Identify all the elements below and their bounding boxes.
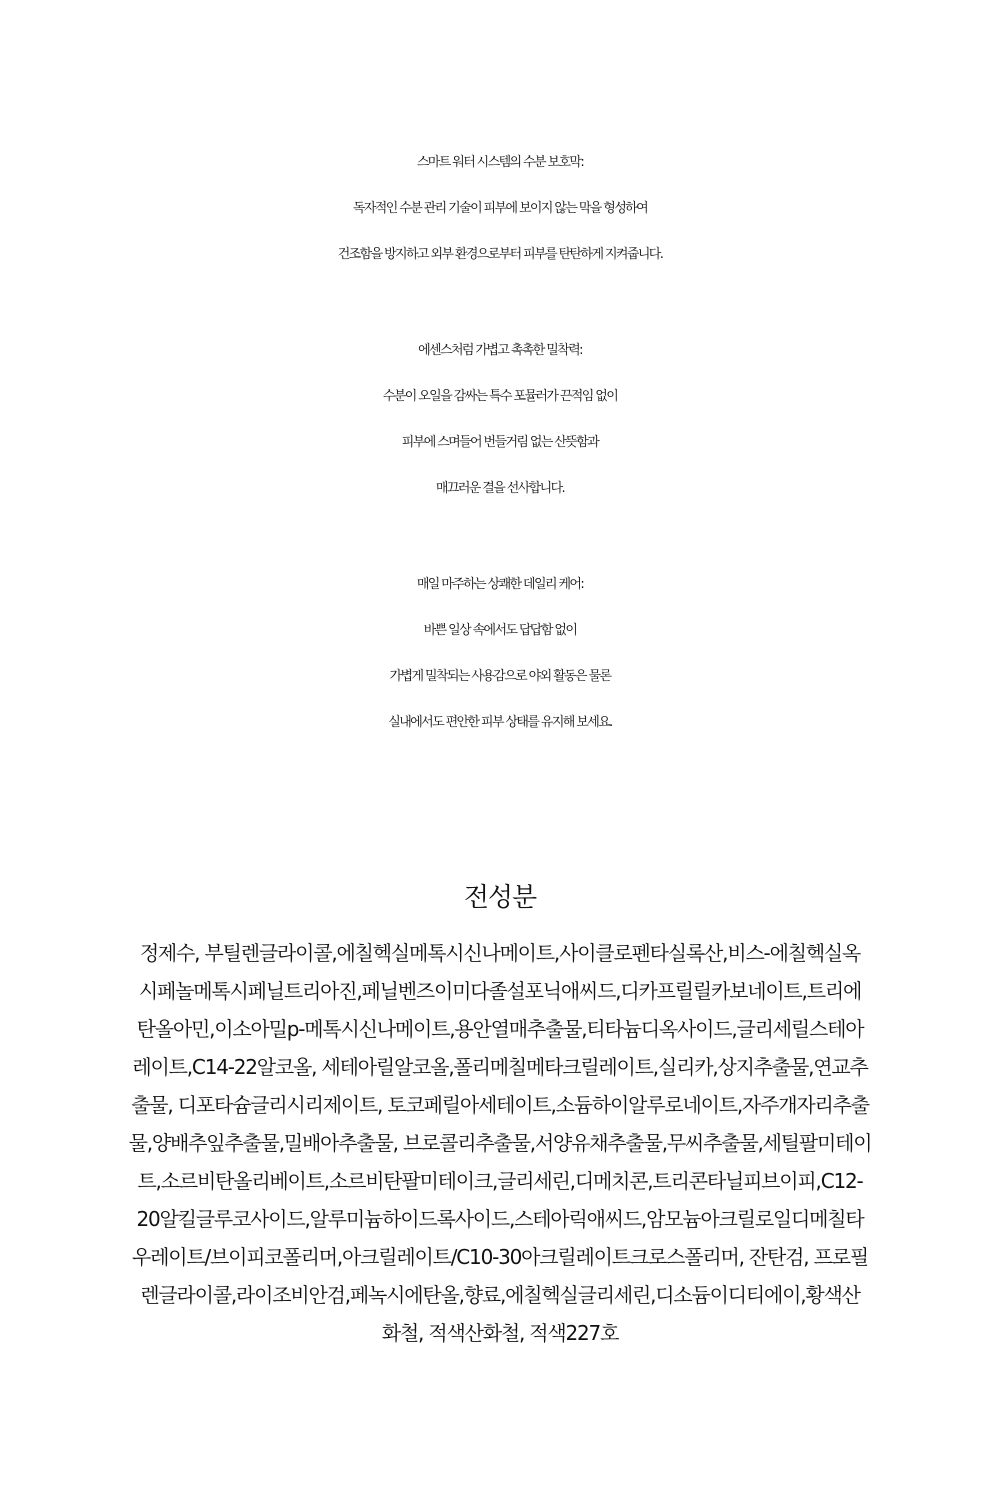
feature-text-line: 매끄러운 결을 선사합니다. — [435, 481, 565, 496]
feature-text-line: 피부에 스며들어 번들거림 없는 산뜻함과 — [401, 435, 599, 450]
ingredients-line: 시페놀메톡시페닐트리아진,페닐벤즈이미다졸설포닉애씨드,디카프릴릴카보네이트,트리에 — [138, 979, 862, 1003]
feature-heading: 스마트 워터 시스템의 수분 보호막: — [416, 155, 584, 170]
feature-section-light-adhesion — [0, 328, 1000, 512]
ingredients-line: 렌글라이콜,라이조비안검,페녹시에탄올,향료,에칠헥실글리세린,디소듐이디티에이,황색산 — [140, 1283, 860, 1307]
ingredients-line: 물,양배추잎추출물,밀배아추출물, 브로콜리추출물,서양유채추출물,무씨추출물,세틸팔미테이 — [128, 1131, 872, 1155]
feature-sections — [0, 140, 1000, 796]
ingredients-line: 우레이트/브이피코폴리머,아크릴레이트/C10-30아크릴레이트크로스폴리머, 잔탄검, 프로필 — [132, 1245, 868, 1269]
feature-heading: 에센스처럼 가볍고 촉촉한 밀착력: — [418, 343, 582, 358]
ingredients-line: 화철, 적색산화철, 적색227호 — [381, 1321, 619, 1345]
ingredients-line: 20알킬글루코사이드,알루미늄하이드록사이드,스테아릭애씨드,암모늄아크릴로일디메칠타 — [136, 1207, 864, 1231]
ingredients-line: 탄올아민,이소아밀p-메톡시신나메이트,용안열매추출물,티타늄디옥사이드,글리세릴스테아 — [136, 1017, 864, 1041]
ingredients-line: 정제수, 부틸렌글라이콜,에칠헥실메톡시신나메이트,사이클로펜타실록산,비스-에칠헥실옥 — [139, 941, 861, 965]
feature-text-line: 실내에서도 편안한 피부 상태를 유지해 보세요. — [388, 715, 612, 730]
ingredients-line: 출물, 디포타슘글리시리제이트, 토코페릴아세테이트,소듐하이알루로네이트,자주개자리추출 — [131, 1093, 869, 1117]
ingredients-title: 전성분 — [463, 883, 537, 913]
feature-text-line: 수분이 오일을 감싸는 특수 포뮬러가 끈적임 없이 — [382, 389, 618, 404]
ingredients-line: 트,소르비탄올리베이트,소르비탄팔미테이크,글리세린,디메치콘,트리콘타닐피브이피,C12- — [137, 1169, 863, 1193]
feature-text-line: 독자적인 수분 관리 기술이 피부에 보이지 않는 막을 형성하여 — [352, 201, 648, 216]
feature-section-water-barrier — [0, 140, 1000, 278]
feature-section-daily-care — [0, 562, 1000, 746]
ingredients-line: 레이트,C14-22알코올, 세테아릴알코올,폴리메칠메타크릴레이트,실리카,상지추출물,연교추 — [132, 1055, 868, 1079]
ingredients-list — [75, 934, 925, 1352]
ingredients-section — [75, 880, 925, 1352]
feature-heading: 매일 마주하는 상쾌한 데일리 케어: — [416, 577, 584, 592]
feature-text-line: 가볍게 밀착되는 사용감으로 야외 활동은 물론 — [389, 669, 611, 684]
feature-text-line: 건조함을 방지하고 외부 환경으로부터 피부를 탄탄하게 지켜줍니다. — [337, 247, 663, 262]
feature-text-line: 바쁜 일상 속에서도 답답함 없이 — [423, 623, 577, 638]
